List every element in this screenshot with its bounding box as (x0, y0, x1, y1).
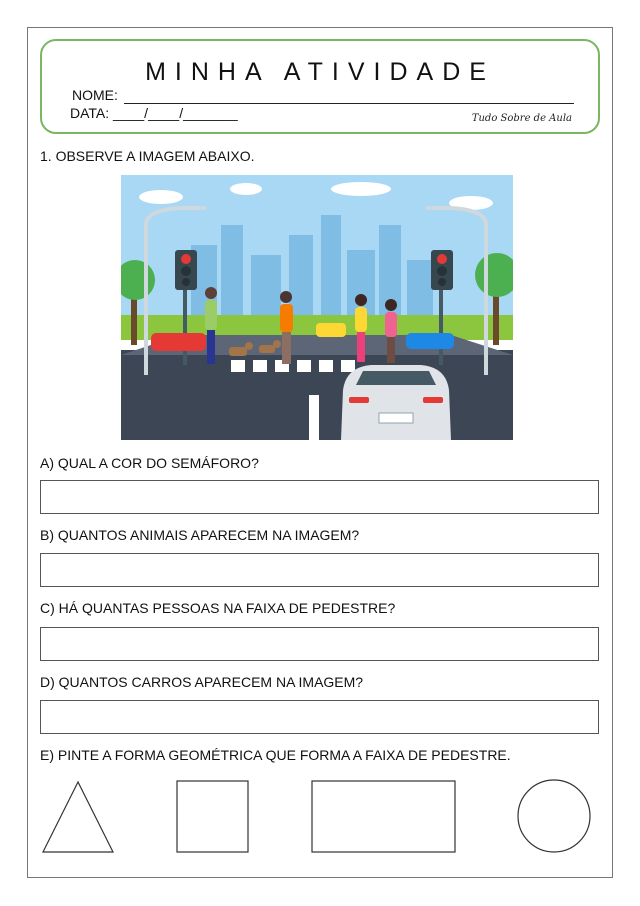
name-label: NOME: (72, 87, 118, 103)
answer-a-box[interactable] (40, 480, 599, 514)
street-scene-svg (121, 175, 513, 440)
page-title: MINHA ATIVIDADE (145, 58, 495, 86)
instruction-text: 1. OBSERVE A IMAGEM ABAIXO. (40, 148, 255, 164)
street-scene-illustration (121, 175, 513, 440)
author-signature: Tudo Sobre de Aula (471, 113, 572, 124)
date-label: DATA: ____/____/_______ (70, 105, 238, 121)
triangle-shape[interactable] (43, 782, 113, 852)
car-icon (341, 365, 451, 440)
question-d-label: D) QUANTOS CARROS APARECEM NA IMAGEM? (40, 674, 364, 690)
circle-shape[interactable] (518, 780, 590, 852)
question-e-label: E) PINTE A FORMA GEOMÉTRICA QUE FORMA A FAIXA DE PEDESTRE. (40, 747, 511, 763)
question-c-label: C) HÁ QUANTAS PESSOAS NA FAIXA DE PEDESTRE? (40, 600, 396, 616)
question-b-label: B) QUANTOS ANIMAIS APARECEM NA IMAGEM? (40, 527, 360, 543)
geometric-shapes (0, 770, 640, 860)
answer-b-box[interactable] (40, 553, 599, 587)
answer-c-box[interactable] (40, 627, 599, 661)
name-input-line[interactable] (124, 103, 574, 104)
answer-d-box[interactable] (40, 700, 599, 734)
rectangle-shape[interactable] (312, 781, 455, 852)
question-a-label: A) QUAL A COR DO SEMÁFORO? (40, 455, 259, 471)
header-box (40, 39, 600, 134)
square-shape[interactable] (177, 781, 248, 852)
